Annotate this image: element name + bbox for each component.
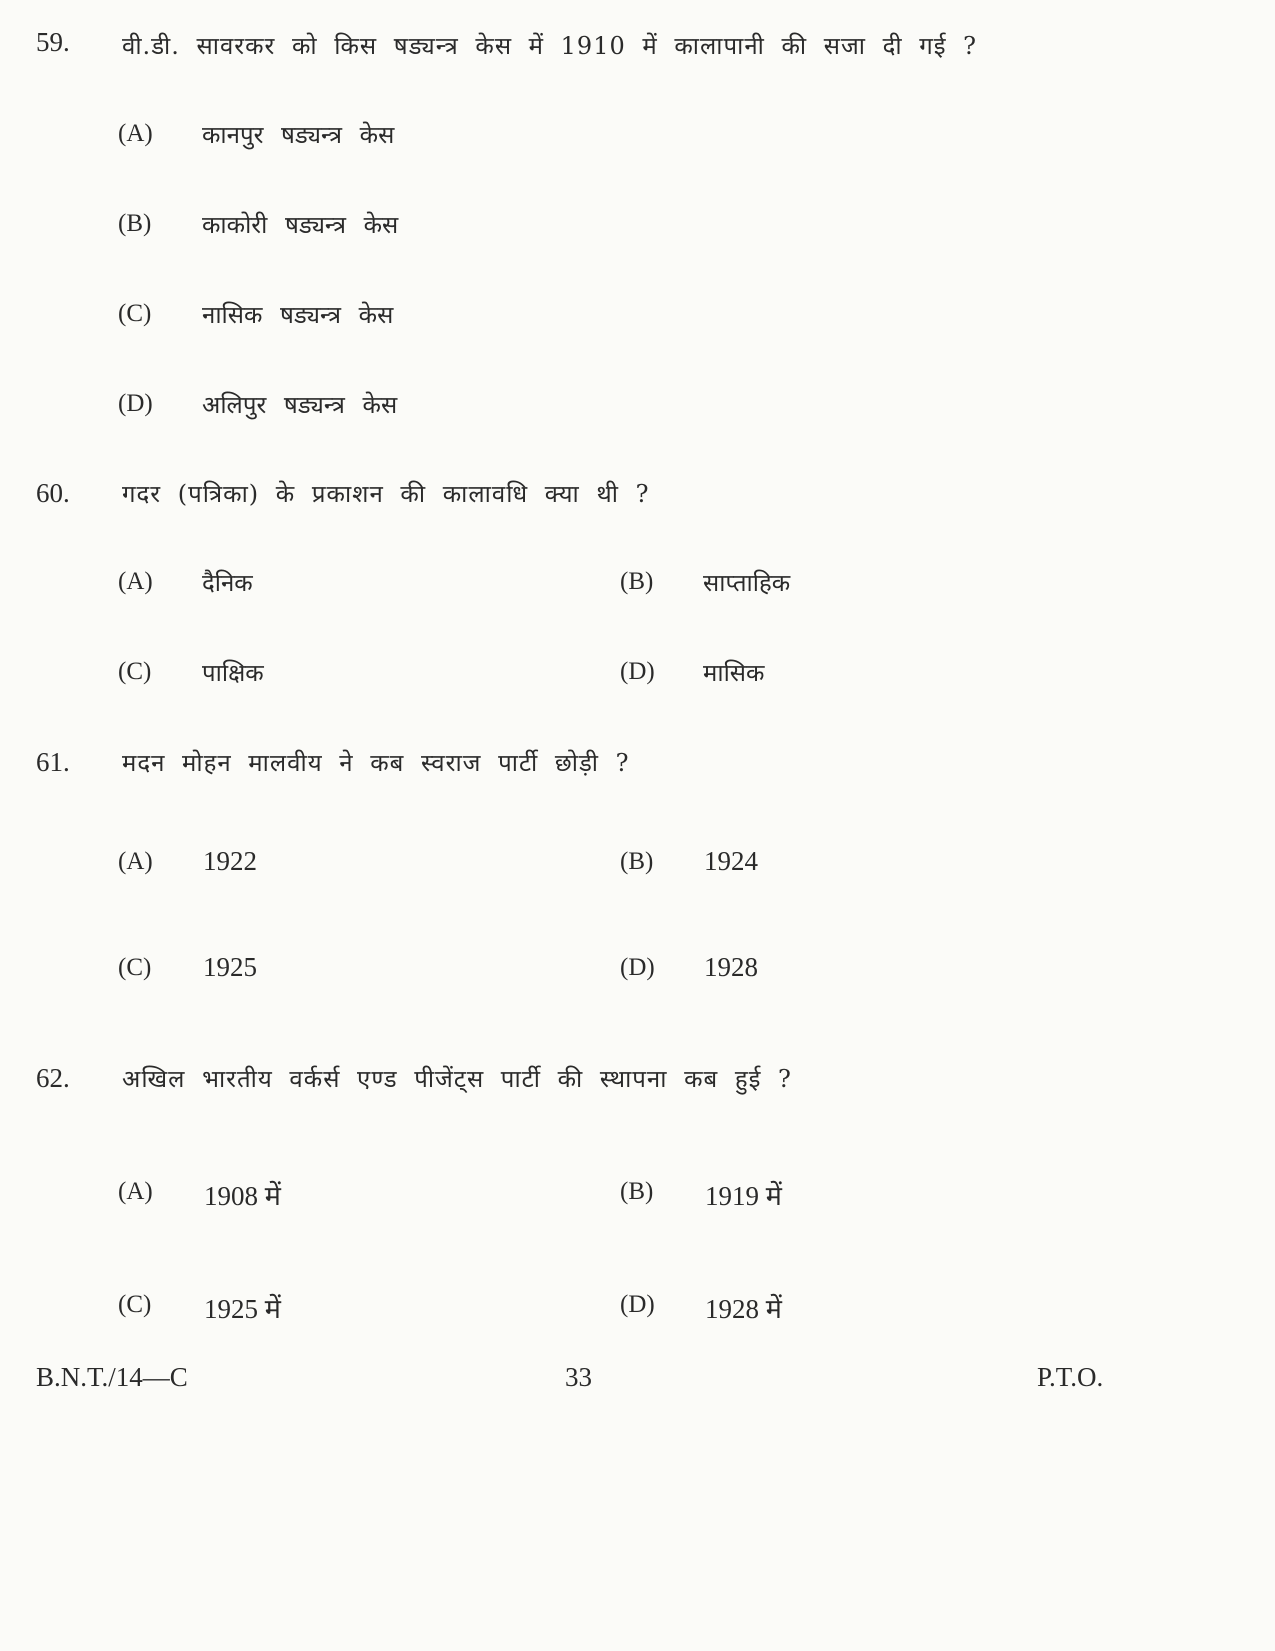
question-61-option-c-text: 1925	[203, 952, 257, 982]
question-60-option-d-letter: (D)	[620, 658, 655, 685]
question-59-text: वी.डी. सावरकर को किस षड्यन्त्र केस में 1910 में कालापानी की सजा दी गई ?	[122, 32, 978, 60]
question-59-option-a-text: कानपुर षड्यन्त्र केस	[202, 121, 395, 149]
question-61-option-d-text: 1928	[704, 952, 758, 982]
question-61-text: मदन मोहन मालवीय ने कब स्वराज पार्टी छोड़ी ?	[122, 749, 630, 777]
question-60-number: 60.	[36, 478, 70, 508]
question-61-option-c-letter: (C)	[118, 954, 152, 981]
question-59-option-b-text: काकोरी षड्यन्त्र केस	[202, 211, 399, 239]
question-61-option-a-text: 1922	[203, 846, 257, 876]
question-62-option-d-text: 1928 में	[705, 1294, 782, 1324]
question-61-option-a-letter: (A)	[118, 848, 153, 875]
question-60-option-c-letter: (C)	[118, 658, 152, 685]
question-62-number: 62.	[36, 1063, 70, 1093]
question-62-text: अखिल भारतीय वर्कर्स एण्ड पीजेंट्स पार्टी की स्थापना कब हुई ?	[122, 1065, 792, 1093]
question-61-option-b-letter: (B)	[620, 848, 654, 875]
question-59-option-a-letter: (A)	[118, 120, 153, 147]
question-60-option-a-letter: (A)	[118, 568, 153, 595]
paper-code: B.N.T./14—C	[36, 1362, 188, 1392]
question-59-number: 59.	[36, 27, 70, 57]
please-turn-over: P.T.O.	[1037, 1362, 1104, 1392]
question-60-text: गदर (पत्रिका) के प्रकाशन की कालावधि क्या थी ?	[122, 480, 650, 508]
question-59-option-c-text: नासिक षड्यन्त्र केस	[202, 301, 394, 329]
question-60-option-b-text: साप्ताहिक	[703, 569, 791, 597]
question-62-option-b-letter: (B)	[620, 1178, 654, 1205]
page-number: 33	[565, 1362, 592, 1392]
question-62-option-d-letter: (D)	[620, 1291, 655, 1318]
question-59-option-b-letter: (B)	[118, 210, 152, 237]
question-62-option-b-text: 1919 में	[705, 1181, 782, 1211]
question-60-option-c-text: पाक्षिक	[202, 659, 264, 687]
question-59-option-c-letter: (C)	[118, 300, 152, 327]
question-62-option-a-letter: (A)	[118, 1178, 153, 1205]
question-62-option-a-text: 1908 में	[204, 1181, 281, 1211]
question-60-option-b-letter: (B)	[620, 568, 654, 595]
question-61-option-d-letter: (D)	[620, 954, 655, 981]
question-59-option-d-text: अलिपुर षड्यन्त्र केस	[202, 391, 398, 419]
question-62-option-c-letter: (C)	[118, 1291, 152, 1318]
question-61-option-b-text: 1924	[704, 846, 758, 876]
question-59-option-d-letter: (D)	[118, 390, 153, 417]
question-61-number: 61.	[36, 747, 70, 777]
question-60-option-d-text: मासिक	[703, 659, 765, 687]
question-62-option-c-text: 1925 में	[204, 1294, 281, 1324]
question-60-option-a-text: दैनिक	[202, 569, 253, 597]
